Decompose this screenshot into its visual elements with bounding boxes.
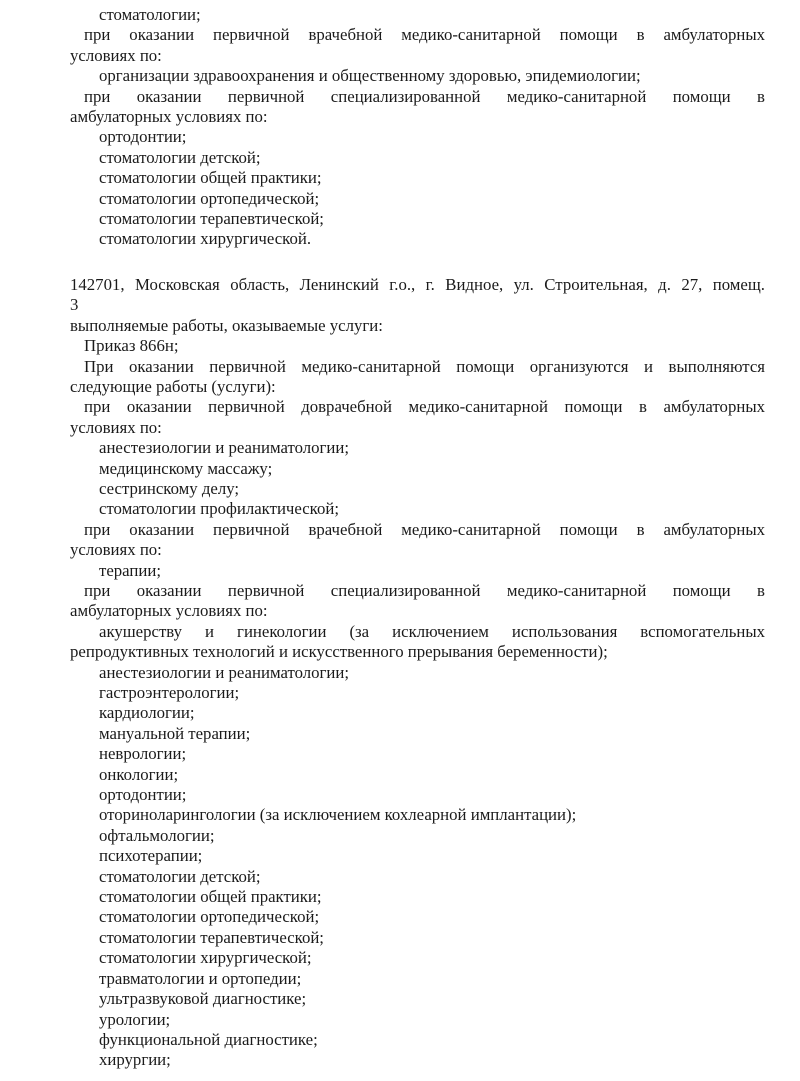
text-line: стоматологии ортопедической; bbox=[99, 907, 320, 927]
text-line: стоматологии ортопедической; bbox=[99, 188, 320, 208]
text-line: организации здравоохранения и общественному здоровью, эпидемиологии; bbox=[99, 66, 641, 86]
text-line: оториноларингологии (за исключением кохлеарной имплантации); bbox=[99, 805, 577, 825]
text-line: амбулаторных условиях по: bbox=[70, 601, 268, 621]
text-line: стоматологии терапевтической; bbox=[99, 927, 324, 947]
text-line: условиях по: bbox=[70, 540, 162, 560]
text-line: онкологии; bbox=[99, 764, 179, 784]
text-line: репродуктивных технологий и искусственного прерывания беременности); bbox=[70, 642, 608, 662]
text-line: условиях по: bbox=[70, 45, 162, 65]
text-line: урологии; bbox=[99, 1009, 171, 1029]
text-line: офтальмологии; bbox=[99, 825, 215, 845]
text-line: кардиологии; bbox=[99, 703, 195, 723]
text-line: травматологии и ортопедии; bbox=[99, 968, 302, 988]
text-line: при оказании первичной специализированной медико-санитарной помощи в bbox=[84, 86, 765, 106]
text-line: при оказании первичной врачебной медико-санитарной помощи в амбулаторных bbox=[84, 25, 765, 45]
text-line: стоматологии детской; bbox=[99, 147, 261, 167]
text-line: мануальной терапии; bbox=[99, 723, 251, 743]
text-line: следующие работы (услуги): bbox=[70, 376, 276, 396]
text-line: Приказ 866н; bbox=[84, 336, 179, 356]
text-line: медицинскому массажу; bbox=[99, 458, 273, 478]
text-line: амбулаторных условиях по: bbox=[70, 107, 268, 127]
text-line: стоматологии хирургической. bbox=[99, 229, 312, 249]
text-line: 142701, Московская область, Ленинский г.о., г. Видное, ул. Строительная, д. 27, помещ. bbox=[70, 274, 765, 294]
text-line: анестезиологии и реаниматологии; bbox=[99, 438, 350, 458]
text-line: ультразвуковой диагностике; bbox=[99, 989, 307, 1009]
text-line: терапии; bbox=[99, 560, 162, 580]
text-line: психотерапии; bbox=[99, 846, 203, 866]
text-line: 3 bbox=[70, 295, 79, 315]
text-line: при оказании первичной специализированной медико-санитарной помощи в bbox=[84, 580, 765, 600]
text-line: неврологии; bbox=[99, 744, 187, 764]
text-line: условиях по: bbox=[70, 417, 162, 437]
text-line: выполняемые работы, оказываемые услуги: bbox=[70, 315, 383, 335]
text-line: анестезиологии и реаниматологии; bbox=[99, 662, 350, 682]
text-line: акушерству и гинекологии (за исключением использования вспомогательных bbox=[99, 621, 765, 641]
text-line: При оказании первичной медико-санитарной помощи организуются и выполняются bbox=[84, 356, 765, 376]
text-line: стоматологии профилактической; bbox=[99, 499, 340, 519]
text-line: при оказании первичной доврачебной медико-санитарной помощи в амбулаторных bbox=[84, 397, 765, 417]
text-line: стоматологии хирургической; bbox=[99, 948, 312, 968]
document-body bbox=[70, 5, 765, 1071]
text-line: гастроэнтерологии; bbox=[99, 683, 240, 702]
text-line: стоматологии терапевтической; bbox=[99, 209, 324, 229]
text-line: ортодонтии; bbox=[99, 127, 187, 147]
text-line: стоматологии; bbox=[99, 5, 201, 24]
text-line: стоматологии общей практики; bbox=[99, 887, 322, 907]
text-line: при оказании первичной врачебной медико-санитарной помощи в амбулаторных bbox=[84, 519, 765, 539]
text-line: стоматологии детской; bbox=[99, 866, 261, 886]
text-line: функциональной диагностике; bbox=[99, 1029, 318, 1049]
text-line: стоматологии общей практики; bbox=[99, 168, 322, 188]
text-line: сестринскому делу; bbox=[99, 478, 240, 498]
text-line: хирургии; bbox=[99, 1050, 171, 1070]
text-line: ортодонтии; bbox=[99, 785, 187, 805]
